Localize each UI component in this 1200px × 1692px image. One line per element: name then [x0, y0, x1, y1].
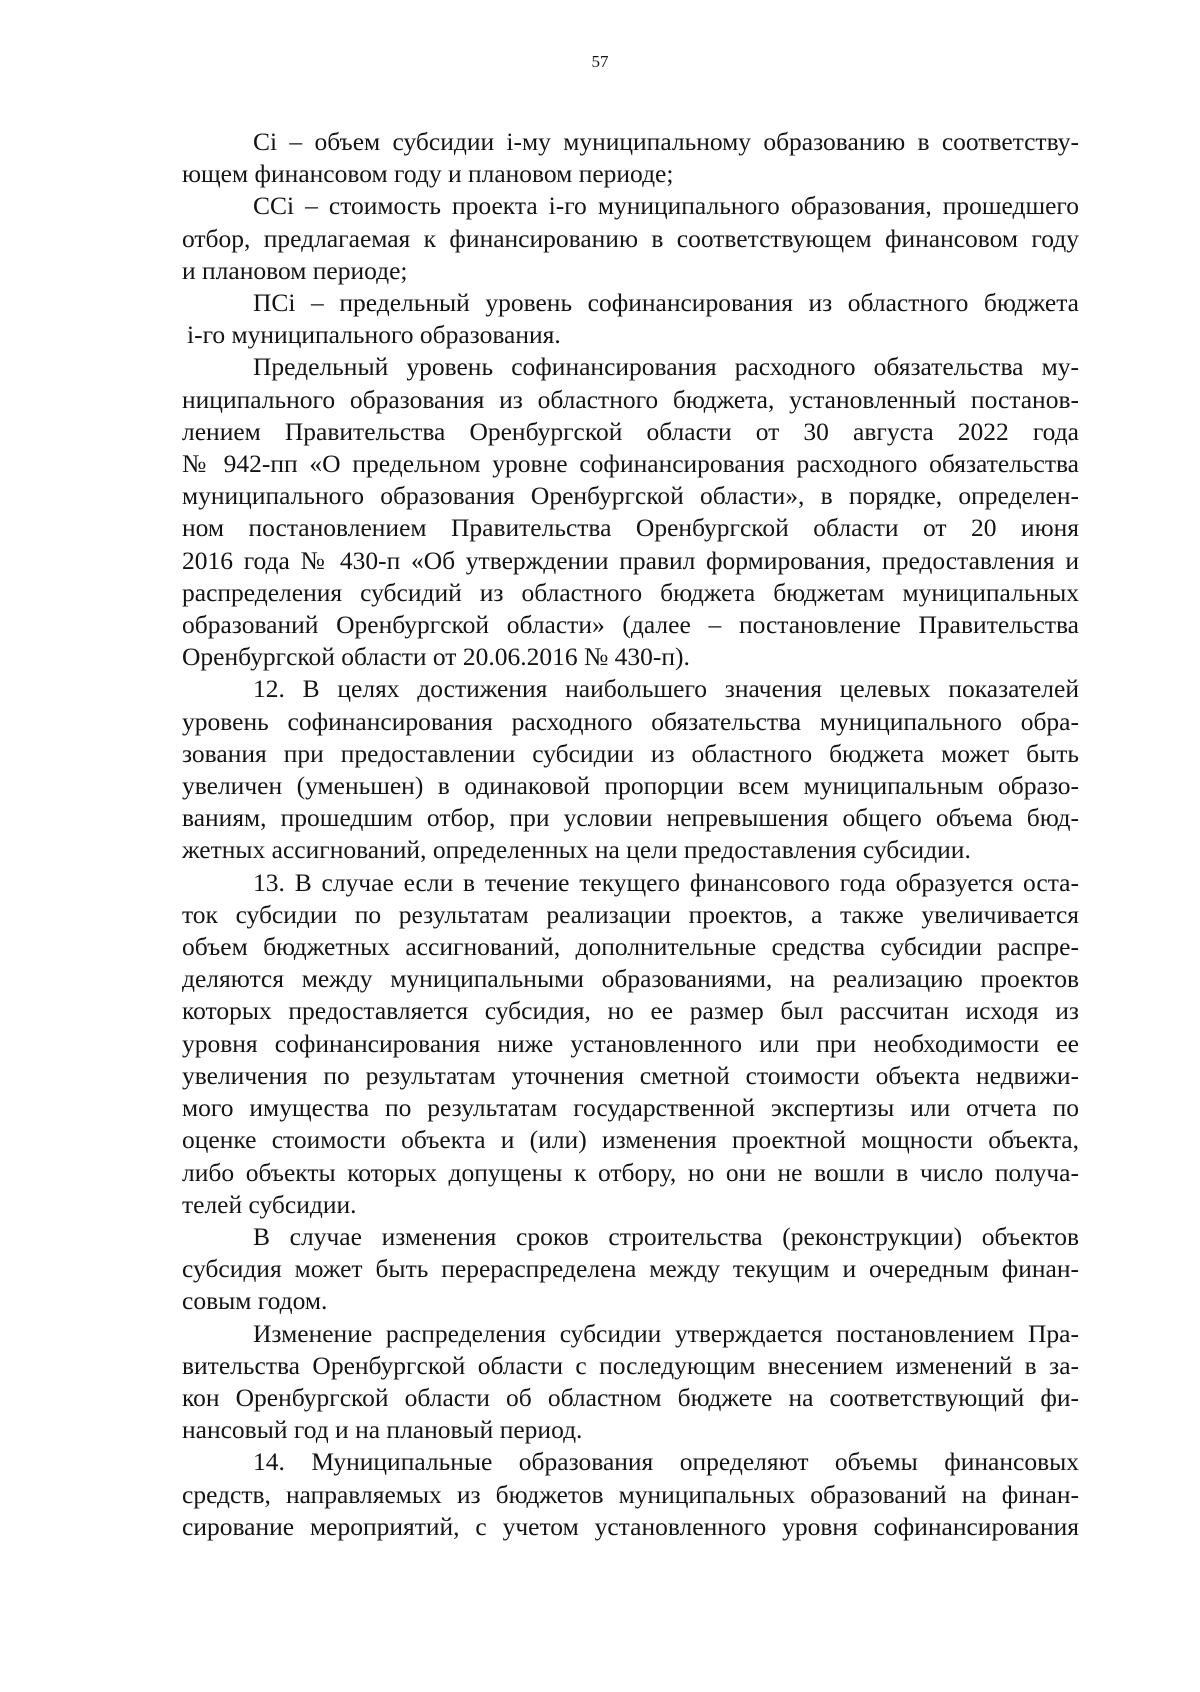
text-line: ток субсидии по результатам реализации проектов, а также увеличивается: [182, 899, 1079, 929]
text-line: увеличения по результатам уточнения сметной стоимости объекта недвижи-: [182, 1060, 1079, 1090]
text-line: ющем финансовом году и плановом периоде;: [182, 159, 674, 189]
text-line: объем бюджетных ассигнований, дополнительные средства субсидии распре-: [182, 932, 1079, 962]
text-line: мого имущества по результатам государственной экспертизы или отчета по: [182, 1093, 1079, 1123]
text-line: либо объекты которых допущены к отбору, но они не вошли в число получа-: [182, 1157, 1079, 1187]
text-line: ниципального образования из областного бюджета, установленный постанов-: [182, 384, 1079, 414]
text-line: Ci – объем субсидии i-му муниципальному образованию в соответству-: [253, 127, 1079, 156]
text-line: уровня софинансирования ниже установленного или при необходимости ее: [182, 1028, 1079, 1058]
text-line: № 942-пп «О предельном уровне софинансирования расходного обязательства: [182, 449, 1079, 479]
text-line: вительства Оренбургской области с последующим внесением изменений в за-: [182, 1350, 1079, 1380]
text-line: образований Оренбургской области» (далее – постановление Правительства: [182, 610, 1079, 640]
text-line: отбор, предлагаемая к финансированию в соответствующем финансовом году: [182, 223, 1079, 253]
text-line: Предельный уровень софинансирования расходного обязательства му-: [253, 352, 1079, 382]
text-line: зования при предоставлении субсидии из областного бюджета может быть: [182, 738, 1079, 768]
text-line: i-го муниципального образования.: [187, 320, 561, 350]
text-line: 12. В целях достижения наибольшего значения целевых показателей: [253, 674, 1079, 704]
text-line: Изменение распределения субсидии утверждается постановлением Пра-: [253, 1318, 1079, 1348]
text-line: нансовый год и на плановый период.: [182, 1415, 583, 1445]
text-line: субсидия может быть перераспределена между текущим и очередным финан-: [182, 1254, 1079, 1284]
text-line: ваниям, прошедшим отбор, при условии непревышения общего объема бюд-: [182, 803, 1079, 833]
text-line: и плановом периоде;: [182, 255, 408, 285]
document-body: [182, 126, 1079, 1543]
text-line: которых предоставляется субсидия, но ее размер был рассчитан исходя из: [182, 996, 1079, 1026]
text-line: В случае изменения сроков строительства (реконструкции) объектов: [253, 1221, 1079, 1251]
text-line: 13. В случае если в течение текущего финансового года образуется оста-: [253, 867, 1079, 897]
text-line: ном постановлением Правительства Оренбургской области от 20 июня: [182, 513, 1079, 543]
text-line: 2016 года № 430-п «Об утверждении правил формирования, предоставления и: [182, 545, 1079, 575]
text-line: муниципального образования Оренбургской области», в порядке, определен-: [182, 481, 1079, 511]
text-line: уровень софинансирования расходного обязательства муниципального обра-: [182, 706, 1079, 736]
text-line: деляются между муниципальными образованиями, на реализацию проектов: [182, 964, 1079, 994]
text-line: 14. Муниципальные образования определяют объемы финансовых: [253, 1447, 1079, 1477]
text-line: ПСi – предельный уровень софинансирования из областного бюджета: [253, 288, 1079, 318]
text-line: кон Оренбургской области об областном бюджете на соответствующий фи-: [182, 1382, 1079, 1412]
text-line: оценке стоимости объекта и (или) изменения проектной мощности объекта,: [182, 1125, 1079, 1155]
text-line: распределения субсидий из областного бюджета бюджетам муниципальных: [182, 577, 1079, 607]
text-line: средств, направляемых из бюджетов муниципальных образований на финан-: [182, 1479, 1079, 1509]
text-line: лением Правительства Оренбургской области от 30 августа 2022 года: [182, 416, 1079, 446]
text-line: Оренбургской области от 20.06.2016 № 430-п).: [182, 642, 690, 672]
text-line: сирование мероприятий, с учетом установленного уровня софинансирования: [182, 1511, 1079, 1541]
text-line: жетных ассигнований, определенных на цели предоставления субсидии.: [182, 835, 971, 865]
text-line: совым годом.: [182, 1286, 328, 1316]
text-line: телей субсидии.: [182, 1189, 357, 1219]
text-line: CCi – стоимость проекта i-го муниципального образования, прошедшего: [253, 191, 1079, 221]
page-number: 57: [591, 52, 609, 71]
text-line: увеличен (уменьшен) в одинаковой пропорции всем муниципальным образо-: [182, 771, 1079, 801]
